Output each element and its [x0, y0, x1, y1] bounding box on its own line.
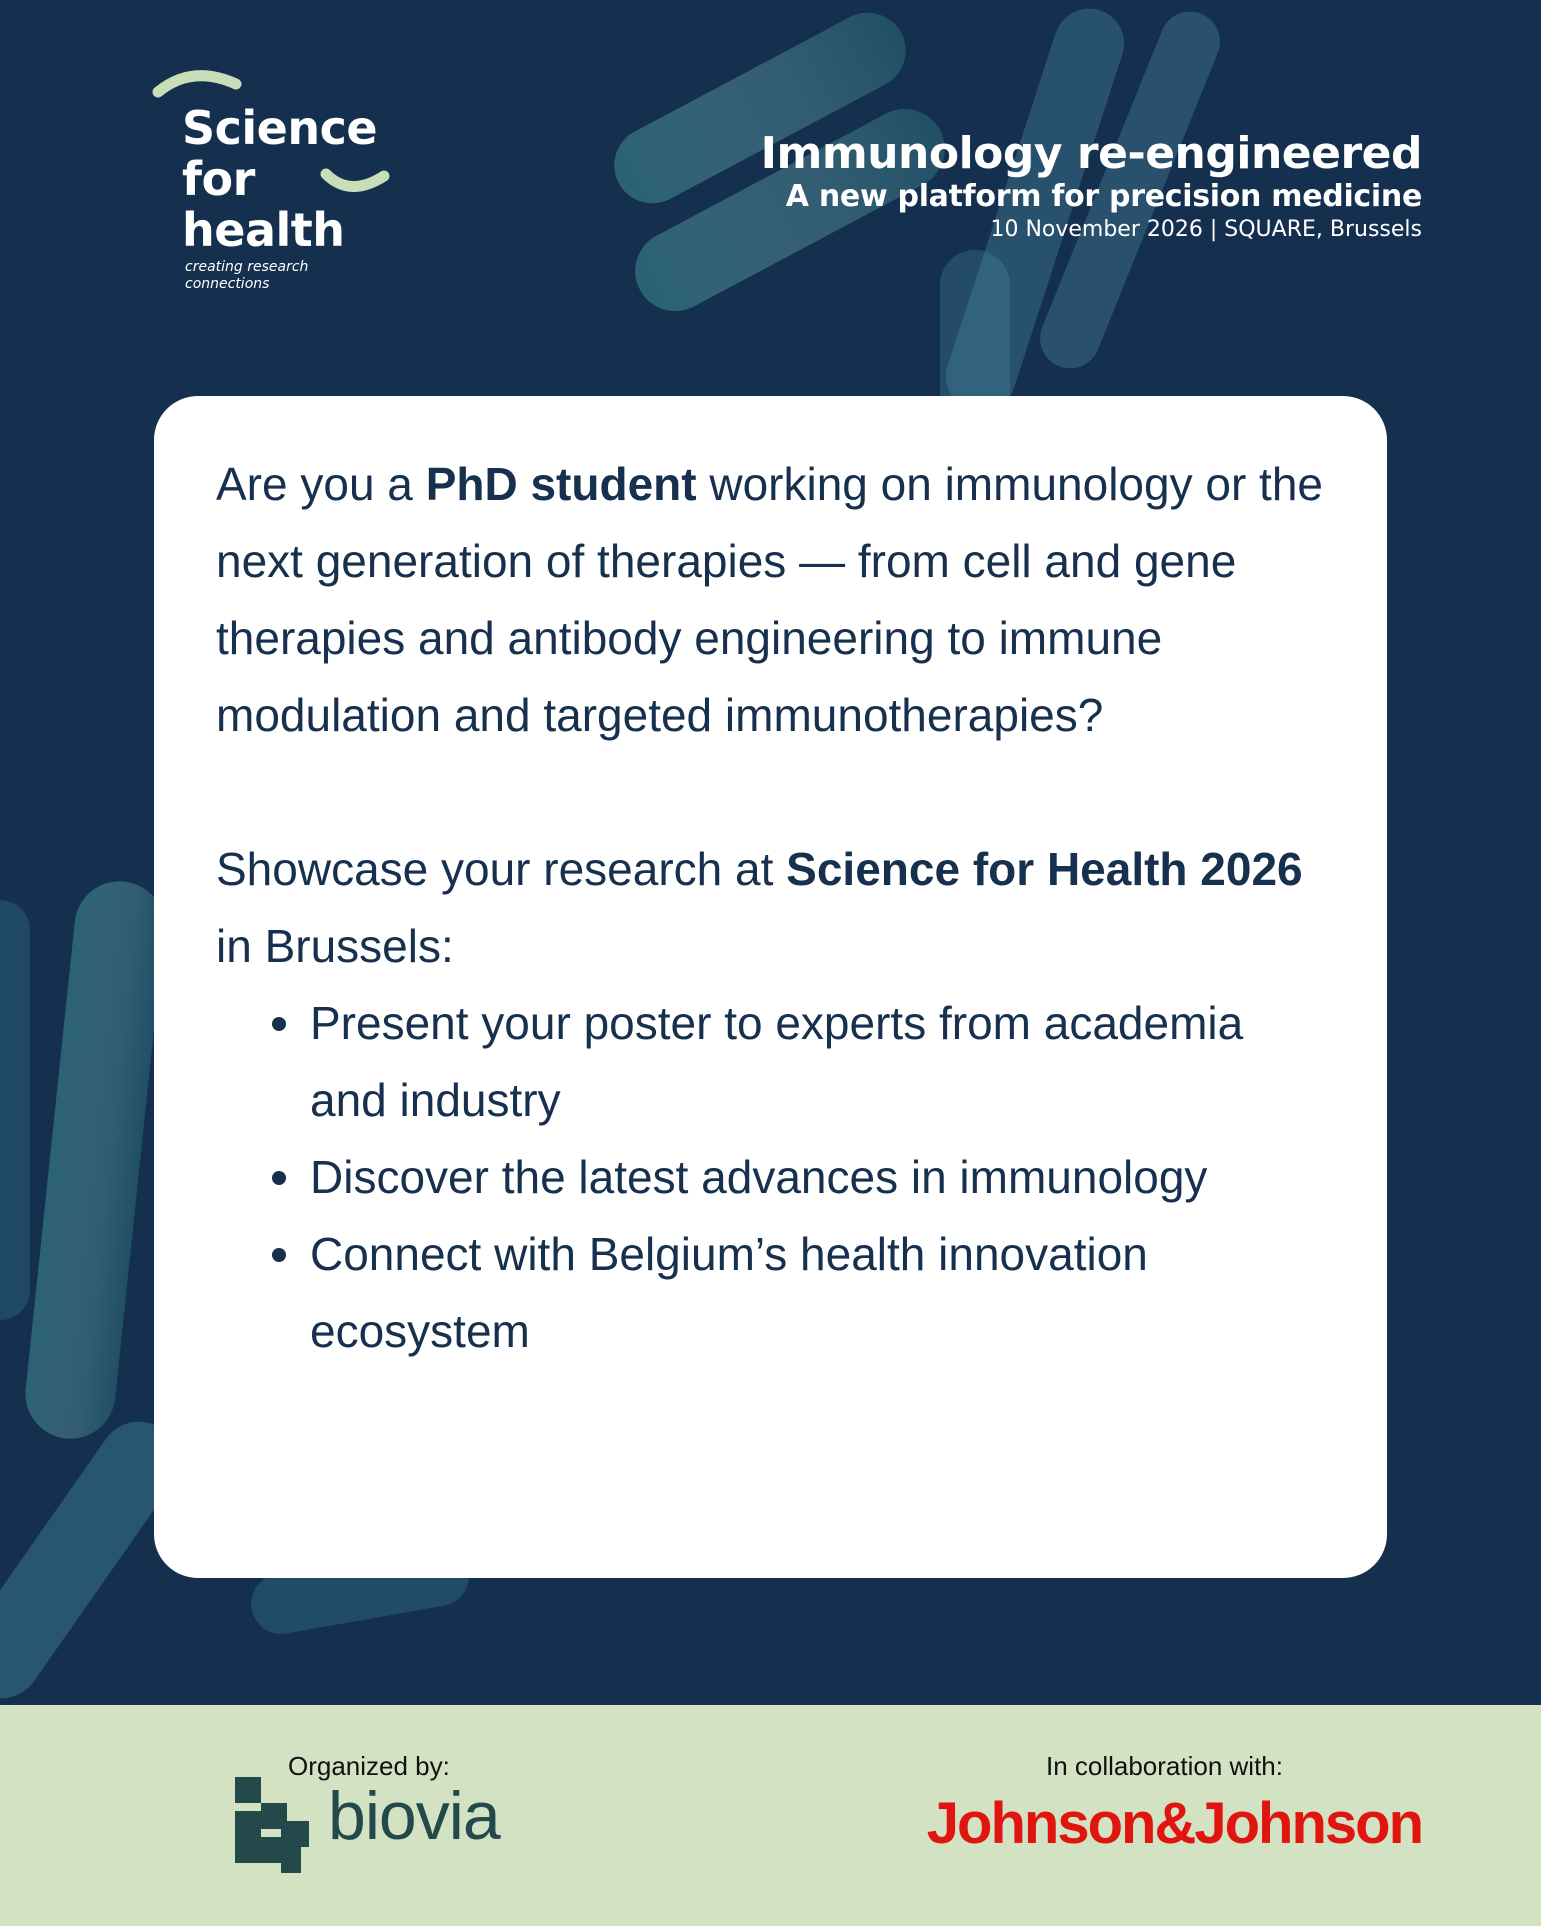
list-item: Connect with Belgium’s health innovation ecosystem	[310, 1216, 1327, 1370]
showcase-text-bold: Science for Health 2026	[786, 843, 1303, 895]
event-subtitle: A new platform for precision medicine	[785, 179, 1422, 214]
logo-word-for: for	[182, 152, 255, 206]
showcase-text-pre: Showcase your research at	[216, 843, 787, 895]
event-date-location: 10 November 2026 | SQUARE, Brussels	[990, 217, 1422, 242]
showcase-text-post: in Brussels:	[216, 920, 454, 972]
list-item: Present your poster to experts from academia and industry	[310, 985, 1327, 1139]
showcase-paragraph	[216, 831, 1327, 985]
event-title: Immunology re-engineered	[760, 128, 1422, 179]
logo-arc-top-icon	[152, 62, 242, 102]
logo-word-science: Science	[182, 101, 378, 155]
organizer-name: biovia	[328, 1778, 500, 1854]
intro-text-bold: PhD student	[425, 458, 697, 510]
sponsor-footer	[0, 1705, 1541, 1926]
collaboration-label: In collaboration with:	[1045, 1751, 1283, 1781]
logo-arc-bottom-icon	[320, 164, 390, 204]
partner-logo-text: Johnson&Johnson	[926, 1791, 1422, 1856]
science-for-health-logo	[150, 60, 390, 300]
intro-text-post: working on immunology or the next generation of therapies — from cell and gene therapies and antibody engineering to immune modulation and targeted immunotherapies?	[216, 458, 1323, 741]
benefits-list	[216, 985, 1327, 1370]
content-card	[154, 396, 1387, 1578]
list-item: Discover the latest advances in immunology	[310, 1139, 1327, 1216]
logo-word-health: health	[182, 203, 345, 257]
logo-tagline: creating research connections	[185, 259, 309, 292]
event-header	[761, 128, 1422, 246]
biovia-logo-icon	[233, 1775, 311, 1875]
intro-text-pre: Are you a	[216, 458, 426, 510]
intro-paragraph	[216, 446, 1327, 754]
organized-by-label: Organized by:	[288, 1751, 450, 1781]
